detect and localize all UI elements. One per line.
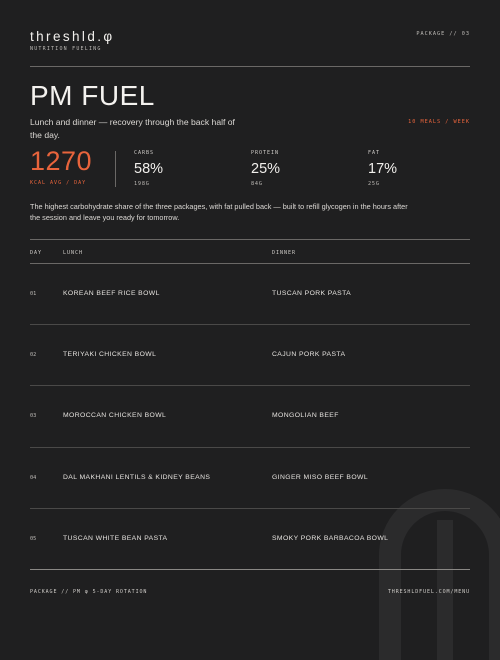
table-row bbox=[30, 325, 470, 386]
table-row bbox=[30, 264, 470, 325]
lunch-meal: DAL MAKHANI LENTILS & KIDNEY BEANS bbox=[63, 473, 211, 481]
table-top-divider bbox=[30, 239, 470, 240]
footer-package-note: PACKAGE // PM φ 5-DAY ROTATION bbox=[30, 589, 148, 595]
lunch-meal: KOREAN BEEF RICE BOWL bbox=[63, 290, 160, 297]
table-row bbox=[30, 448, 470, 509]
macro-fat bbox=[368, 150, 397, 187]
day-number: 04 bbox=[30, 474, 37, 481]
dinner-meal: TUSCAN PORK PASTA bbox=[272, 290, 352, 297]
package-description: The highest carbohydrate share of the three packages, with fat pulled back — built to refill glycogen in the hours after the session and leave you ready for tomorrow. bbox=[30, 202, 408, 222]
lunch-meal: TERIYAKI CHICKEN BOWL bbox=[63, 351, 157, 359]
lunch-meal: TUSCAN WHITE BEAN PASTA bbox=[63, 534, 168, 542]
footer-menu-link[interactable]: THRESHLDFUEL.COM/MENU bbox=[387, 589, 470, 595]
macro-percent: 17% bbox=[368, 161, 398, 177]
table-row bbox=[30, 509, 470, 570]
menu-page bbox=[30, 0, 470, 625]
macro-carbs bbox=[134, 150, 163, 187]
page-title: PM FUEL bbox=[30, 80, 155, 111]
kcal-value: 1270 bbox=[30, 146, 93, 176]
dinner-meal: GINGER MISO BEEF BOWL bbox=[272, 473, 369, 481]
column-header-dinner: DINNER bbox=[272, 250, 297, 256]
stats-divider bbox=[115, 151, 116, 187]
macro-grams: 198G bbox=[134, 181, 150, 187]
macro-protein bbox=[251, 150, 280, 187]
day-number: 01 bbox=[30, 291, 37, 297]
lunch-meal: MOROCCAN CHICKEN BOWL bbox=[63, 412, 167, 420]
meals-per-week: 10 MEALS / WEEK bbox=[408, 119, 470, 125]
day-number: 03 bbox=[30, 413, 37, 420]
header-divider bbox=[30, 66, 470, 67]
dinner-meal: SMOKY PORK BARBACOA BOWL bbox=[272, 534, 389, 542]
brand-tagline: NUTRITION FUELING bbox=[30, 46, 102, 52]
table-row bbox=[30, 386, 470, 447]
macro-grams: 25G bbox=[368, 181, 380, 187]
macro-label: FAT bbox=[368, 150, 381, 156]
day-number: 02 bbox=[30, 352, 37, 359]
page-subtitle: Lunch and dinner — recovery through the back half of the day. bbox=[30, 117, 235, 140]
day-number: 05 bbox=[30, 535, 37, 542]
meal-table bbox=[30, 264, 470, 570]
kcal-label: KCAL AVG / DAY bbox=[30, 180, 87, 186]
column-header-day: DAY bbox=[30, 250, 43, 256]
dinner-meal: CAJUN PORK PASTA bbox=[272, 351, 346, 359]
macro-grams: 84G bbox=[251, 181, 263, 187]
dinner-meal: MONGOLIAN BEEF bbox=[272, 412, 339, 420]
macro-percent: 58% bbox=[134, 161, 164, 177]
package-number: PACKAGE // 03 bbox=[416, 31, 470, 37]
macro-percent: 25% bbox=[251, 161, 281, 177]
macro-label: CARBS bbox=[134, 150, 155, 156]
column-header-lunch: LUNCH bbox=[63, 250, 84, 256]
macro-label: PROTEIN bbox=[251, 150, 280, 156]
brand-logo: threshld.φ bbox=[30, 29, 115, 44]
